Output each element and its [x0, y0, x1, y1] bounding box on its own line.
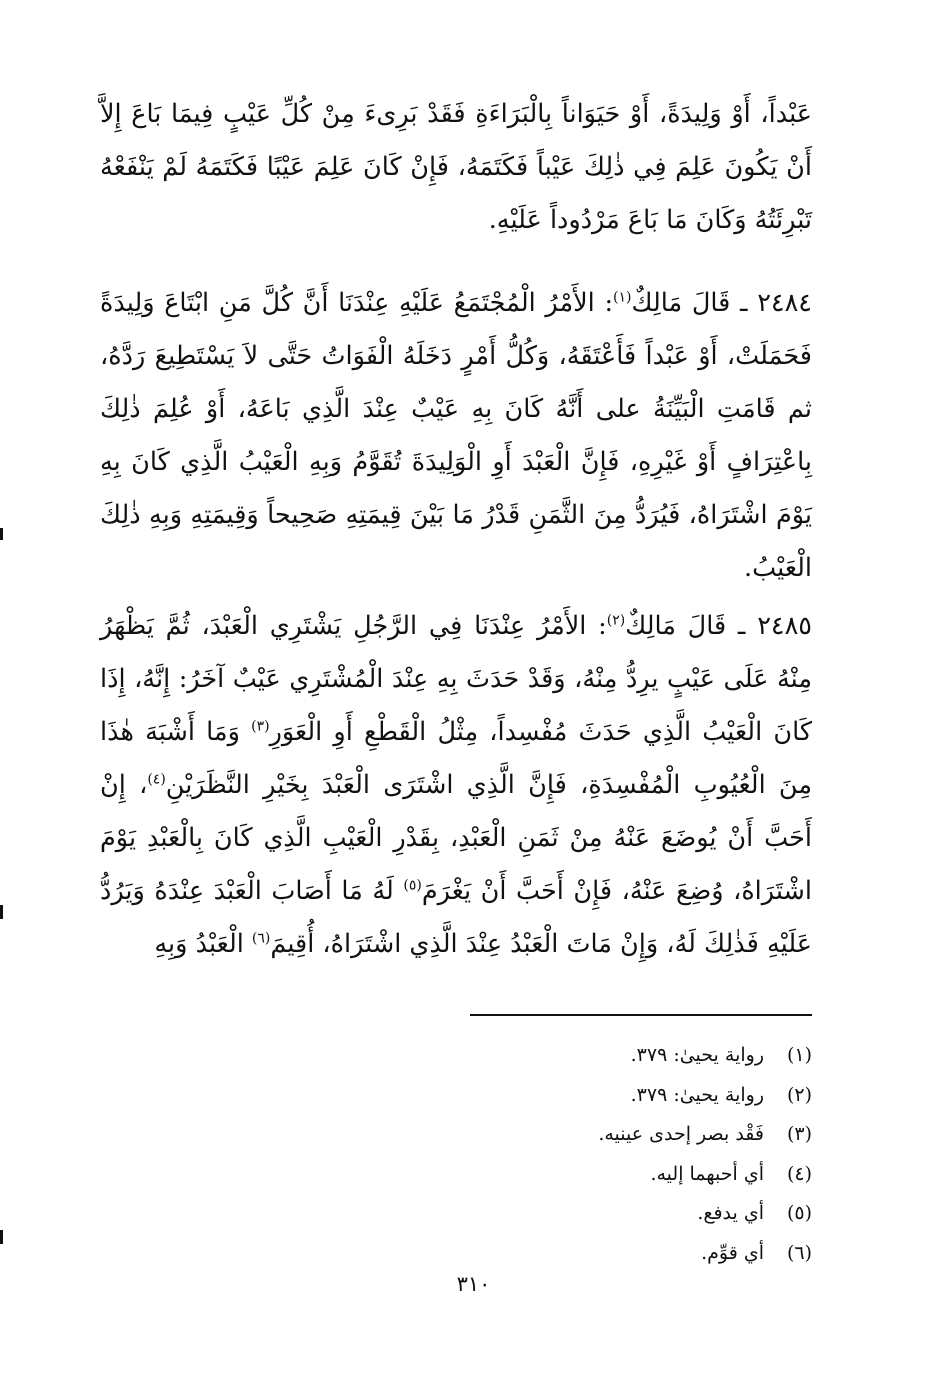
text-line: : الأَمْرُ الْمُجْتَمَعُ عَلَيْهِ عِنْدَنَا أَنَّ كُلَّ مَنِ ابْتَاعَ: [164, 288, 614, 318]
footnote-marker: (١): [613, 289, 632, 306]
paragraph-lead: ـ قَالَ مَالِكٌ: [631, 288, 748, 318]
text-line: هٰذَا مِنَ الْعُيُوبِ الْمُفْسِدَةِ، فَإِنَّ الَّذِي اشْتَرَى الْعَبْدَ بِخَيْرِ النَّظَرَيْنِ: [100, 717, 812, 800]
footnote-item: [412, 1036, 812, 1076]
text-line: يَظْهَرُ مِنْهُ عَلَى عَيْبٍ يرِدُّ مِنْهُ، وَقَدْ حَدَثَ بِهِ عِنْدَ الْمُشْتَرِي عَيْبٌ آخَرُ:: [100, 611, 812, 694]
text-line: أَحَبَّ أَنْ يُوضَعَ عَنْهُ مِنْ ثَمَنِ الْعَبْدِ، بِقَدْرِ الْعَيْبِ الَّذِي كَانَ بِالْعَبْدِ يَوْمَ: [100, 823, 812, 853]
footnote-text: أي أحبهما إليه.: [650, 1162, 764, 1185]
text-line: ، إِنْ: [100, 770, 148, 800]
text-line: الْعَبْدُ وَبِهِ: [154, 929, 244, 959]
text-line: الْعَيْبُ.: [744, 553, 812, 583]
footnote-number: (٦): [786, 1241, 812, 1264]
footnote-marker: (٦): [251, 930, 271, 947]
footnote-item: [412, 1076, 812, 1116]
text-line: يَوْمَ اشْتَرَاهُ، فَيُرَدُّ مِنَ الثَّمَنِ قَدْرُ مَا بَيْنَ قِيمَتِهِ صَحِيحاً وَقِيمَتِهِ وَبِهِ ذٰلِكَ: [100, 500, 812, 530]
footnote-text: فَقْد بصر إحدى عينيه.: [598, 1123, 764, 1145]
footnote-marker: (٢): [606, 612, 626, 629]
footnote-item: [412, 1155, 812, 1195]
text-line: تَبْرِئَتُهُ وَكَانَ مَا بَاعَ مَرْدُوداً عَلَيْهِ.: [488, 205, 812, 235]
main-text: [100, 88, 812, 971]
text-line: وَمَا أَشْبَهَ: [145, 717, 240, 747]
page-body: [100, 88, 812, 971]
paragraph-continuation: [100, 88, 812, 247]
text-line: : الأَمْرُ عِنْدَنَا فِي الرَّجُلِ يَشْتَرِي الْعَبْدَ، ثُمَّ: [165, 611, 607, 641]
paragraph-lead: ـ قَالَ مَالِكٌ: [625, 611, 746, 641]
text-line: بِاعْتِرَافٍ أَوْ غَيْرِهِ، فَإِنَّ الْعَبْدَ أَوِ الْوَلِيدَةَ تُقَوَّمُ وَبِهِ الْعَيْبُ الَّذِي كَانَ بِهِ: [100, 447, 812, 477]
footnote-number: (٤): [786, 1162, 812, 1185]
footnote-text: أي يدفع.: [697, 1202, 764, 1224]
text-line: لَهُ مَا أَصَابَ الْعَبْدَ عِنْدَهُ وَيَرُدُّ: [100, 876, 394, 906]
footnotes-list: [412, 1036, 812, 1273]
text-line: وَلِيدَةً فَحَمَلَتْ، أَوْ عَبْداً فَأَعْتَقَهُ، وَكُلُّ أَمْرٍ دَخَلَهُ الْفَوَاتُ حَتَّى لاَ يَسْتَطِيعَ: [100, 288, 812, 371]
text-line: إِنَّهُ، إِذَا كَانَ الْعَيْبُ الَّذِي حَدَثَ مُفْسِداً، مِثْلُ الْقَطْعِ أَوِ الْعَوَرِ: [100, 664, 812, 747]
footnote-divider: [470, 1014, 812, 1016]
scan-edge-mark: [0, 528, 3, 540]
footnote-number: (٥): [786, 1202, 812, 1224]
footnote-text: أي قوِّم.: [701, 1241, 764, 1264]
footnote-item: [412, 1234, 812, 1274]
scan-edge-mark: [0, 905, 3, 919]
footnote-text: رواية يحيىٰ: ٣٧٩.: [630, 1044, 764, 1066]
text-line: أَنْ يَكُونَ عَلِمَ فِي ذٰلِكَ عَيْباً فَكَتَمَهُ، فَإِنْ كَانَ عَلِمَ عَيْبًا فَكَتَمَهُ لَمْ يَنْفَعْهُ: [100, 152, 812, 182]
footnote-item: [412, 1194, 812, 1234]
paragraph-2484: [100, 277, 812, 595]
footnote-number: (٢): [786, 1083, 812, 1106]
paragraph-number: ٢٤٨٤: [757, 288, 813, 318]
text-line: رَدَّهُ، ثم قَامَتِ الْبَيِّنَةُ على أَنَّهُ كَانَ بِهِ عَيْبٌ عِنْدَ الَّذِي بَاعَهُ، أَوْ عُلِمَ ذٰلِكَ: [100, 341, 812, 424]
text-line: اشْتَرَاهُ، وُضِعَ عَنْهُ، فَإِنْ أَحَبَّ أَنْ يَغْرَمَ: [421, 876, 812, 906]
footnote-number: (٣): [786, 1123, 812, 1145]
page-number: ٣١٠: [456, 1272, 491, 1296]
footnote-marker: (٤): [147, 771, 166, 788]
paragraph-2485: [100, 600, 812, 971]
footnote-marker: (٥): [403, 877, 422, 894]
footnote-number: (١): [786, 1044, 812, 1066]
text-line: عَبْداً، أَوْ وَلِيدَةً، أَوْ حَيَوَاناً بِالْبَرَاءَةِ فَقَدْ بَرِىءَ مِنْ كُلِّ عَيْبٍ فِيمَا بَاعَ إِلاَّ: [100, 99, 812, 129]
text-line: عَلَيْهِ فَذٰلِكَ لَهُ، وَإِنْ مَاتَ الْعَبْدُ عِنْدَ الَّذِي اشْتَرَاهُ، أُقِيمَ: [270, 929, 812, 959]
paragraph-number: ٢٤٨٥: [757, 611, 812, 641]
scan-edge-mark: [0, 1230, 3, 1244]
footnote-marker: (٣): [251, 718, 270, 735]
footnote-text: رواية يحيىٰ: ٣٧٩.: [630, 1083, 764, 1106]
footnote-item: [412, 1115, 812, 1155]
